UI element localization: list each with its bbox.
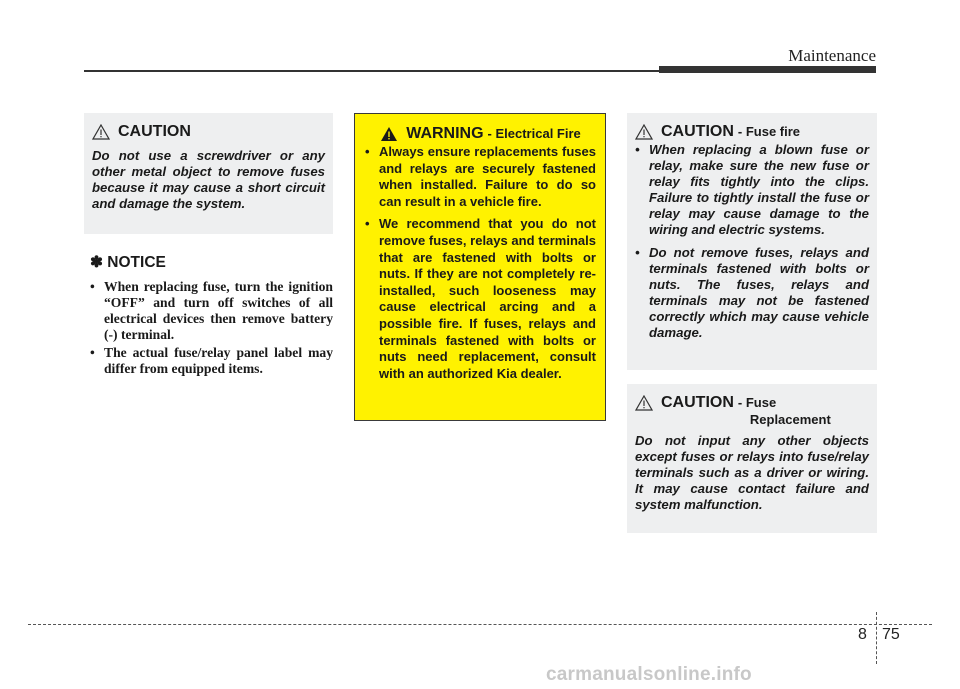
page-number: 75 [882,626,900,643]
caution-header [635,393,869,427]
caution-subtitle: - Fuse [737,395,777,410]
notice-item: • When replacing fuse, turn the ignition “OFF” and turn off switches of all electrical devices then remove battery (-) terminal. [90,279,333,343]
caution-body: Do not use a screwdriver or any other metal object to remove fuses because it may cause a short circuit and damage the system. [92,148,325,211]
caution-subtitle-group [738,393,831,427]
footer-divider [876,612,877,664]
caution-title: CAUTION [661,394,734,411]
caution-triangle-icon [635,395,653,411]
warning-subtitle: - Electrical Fire [487,126,581,141]
warning-electrical-fire-box [354,113,606,421]
notice-item: • The actual fuse/relay panel label may differ from equipped items. [90,345,333,377]
watermark: carmanualsonline.info [546,664,752,685]
caution-subtitle-line2: Replacement [749,412,831,427]
caution-triangle-icon [635,124,653,140]
chapter-number: 8 [858,626,867,643]
warning-item: • Always ensure replacements fuses and relays are securely fastened when installed. Failure to do so can result in a vehicle fire. [365,144,596,210]
caution-fuse-fire-box [627,113,877,370]
warning-item: • We recommend that you do not remove fuses, relays and terminals that are fastened with bolts or nuts. If they are not completely re-installed, such looseness may cause electrical arcing and a possible fire. If fuses, relays and terminals fastened with bolts or nuts need replacement, consult with an authorized Kia dealer. [365,216,596,382]
warning-title: WARNING [406,125,484,142]
caution-list [635,142,869,341]
header-rule-accent [659,66,876,73]
header-rule [84,70,659,72]
notice-title: ✽ NOTICE [90,254,166,271]
caution-title: CAUTION [661,123,734,140]
caution-triangle-icon [92,124,110,140]
caution-title: CAUTION [118,123,191,140]
caution-header [635,122,869,142]
warning-header [365,124,596,144]
caution-screwdriver-box [84,113,333,234]
caution-item: • Do not remove fuses, relays and terminals fastened with bolts or nuts. The fuses, relays and terminals may not be fastened correctly which may cause vehicle damage. [635,245,869,341]
caution-subtitle: - Fuse fire [737,124,801,139]
footer-rule [28,624,932,625]
caution-item: • When replacing a blown fuse or relay, make sure the new fuse or relay fits tightly into the clips. Failure to tightly install the fuse or relay may cause damage to the wiring and electric systems. [635,142,869,238]
caution-header [92,122,325,142]
notice-list [90,279,333,379]
warning-list [365,144,596,382]
section-title: Maintenance [788,46,876,65]
caution-body: Do not input any other objects except fuses or relays into fuse/relay terminals such as a driver or wiring. It may cause contact failure and system malfunction. [635,433,869,512]
caution-fuse-replacement-box [627,384,877,533]
warning-triangle-icon [380,126,398,142]
